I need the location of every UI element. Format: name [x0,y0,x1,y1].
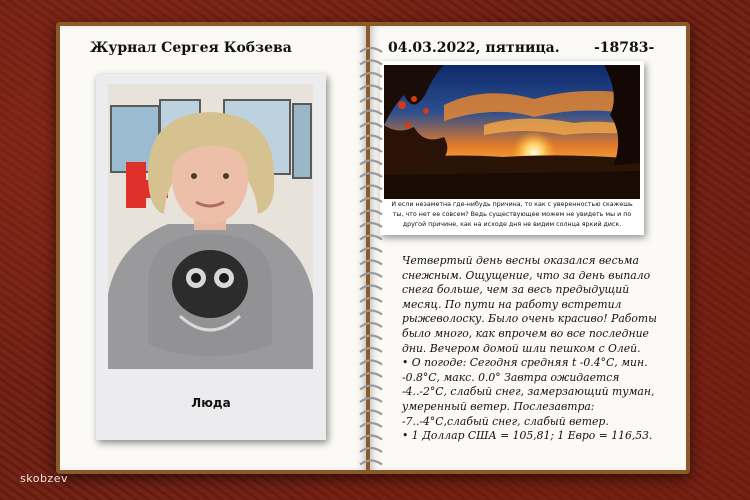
sunset-photo [384,65,640,199]
spiral-ring [360,161,382,165]
quote-line: И если незаметна где-нибудь причина, то как с уверенностью скажешь [391,201,633,208]
weather-line: • О погоде: Сегодня средняя t -0.4°С, мин. [402,356,648,370]
spiral-ring [360,98,382,102]
spiral-ring [360,461,382,465]
spiral-ring [360,186,382,190]
entry-line: рыжеволоску. Было очень красиво! Работы [402,312,657,326]
spiral-ring [360,423,382,427]
spiral-ring [360,386,382,390]
spiral-ring [360,211,382,215]
spiral-ring [360,236,382,240]
spiral-ring [360,373,382,377]
spiral-ring [360,111,382,115]
spiral-ring [360,273,382,277]
weather-line: -7..-4°С,слабый снег, слабый ветер. [402,414,609,428]
portrait-photo-frame [96,74,326,440]
spiral-ring [360,123,382,127]
spiral-ring [360,61,382,65]
diary-book [56,22,690,474]
entry-number: -18783- [594,40,655,56]
entry-line: снега больше, чем за весь предыдущий [402,283,630,297]
photo-caption: Люда [191,396,231,410]
weather-line: умеренный ветер. Послезавтра: [402,399,595,413]
spiral-binding [357,42,385,472]
right-page [370,26,686,470]
spiral-ring [360,148,382,152]
quote-line: ты, что нет ее совсем? Ведь существующее можем не увидеть мы и по [392,211,632,218]
spiral-ring [360,398,382,402]
sunset-photo-frame [380,61,644,235]
weather-line: -4..-2°С, слабый снег, замерзающий туман, [402,385,655,399]
portrait-photo [108,84,313,369]
entry-line: месяц. По пути на работу встретил [402,297,622,311]
spiral-ring [360,448,382,452]
watermark: skobzev [20,472,68,485]
currency-line: • 1 Доллар США = 105,81; 1 Евро = 116,53. [402,429,653,443]
spiral-ring [360,86,382,90]
entry-date: 04.03.2022, пятница. [388,40,560,56]
spiral-ring [360,286,382,290]
spiral-ring [360,436,382,440]
spiral-ring [360,348,382,352]
entry-line: снежным. Ощущение, что за день выпало [402,268,651,282]
entry-line: Четвертый день весны оказался весьма [402,254,639,267]
journal-title: Журнал Сергея Кобзева [90,40,292,56]
spiral-ring [360,223,382,227]
spiral-ring [360,311,382,315]
spiral-ring [360,323,382,327]
spiral-ring [360,361,382,365]
spiral-ring [360,73,382,77]
spiral-ring [360,136,382,140]
sunset-quote [384,200,640,230]
entry-body [402,254,657,444]
entry-line: дни. Вечером домой шли пешком с Олей. [402,341,641,355]
spiral-ring [360,48,382,52]
entry-line: было много, как впрочем во все последние [402,326,649,340]
left-page [60,26,366,470]
spiral-ring [360,298,382,302]
weather-line: -0.8°С, макс. 0.0° Завтра ожидается [402,370,620,384]
spiral-ring [360,336,382,340]
spiral-ring [360,248,382,252]
spiral-ring [360,198,382,202]
quote-line: другой причине, как на исходе дня не видим солнца яркий диск. [402,221,622,228]
spiral-ring [360,261,382,265]
spiral-ring [360,173,382,177]
spiral-ring [360,411,382,415]
